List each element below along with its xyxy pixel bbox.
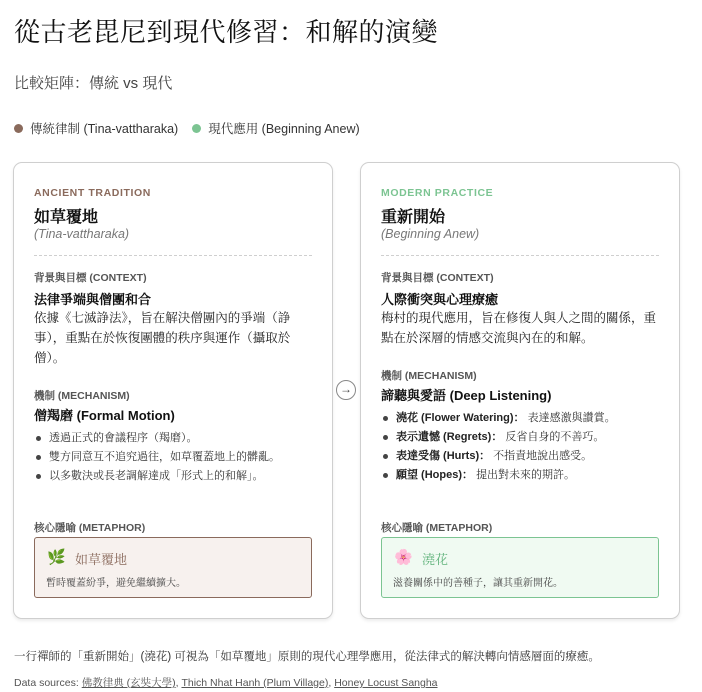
arrow-right-icon: → [336, 380, 356, 400]
footer-note: 一行禪師的「重新開始」(澆花) 可視為「如草覆地」原則的現代心理學應用，從法律式的解決轉向情感層面的療癒。 [14, 651, 600, 663]
list-item: 以多數決或長老調解達成「形式上的和解」。 [34, 467, 320, 486]
list-item: 表示遺憾 (Regrets)： 反省自身的不善巧。 [381, 428, 667, 447]
context-label: 背景與目標 (CONTEXT) [34, 272, 147, 284]
list-item: 表達受傷 (Hurts)： 不指責地說出感受。 [381, 447, 667, 466]
list-item: 雙方同意互不追究過往，如草覆蓋地上的髒亂。 [34, 448, 320, 467]
legend-dot-tradition [14, 124, 23, 133]
context-body: 梅村的現代應用，旨在修復人與人之間的關係，重點在於深層的情感交流與內在的和解。 [381, 311, 657, 345]
page-title: 從古老毘尼到現代修習：和解的演變 [14, 17, 439, 47]
card-title: 重新開始 [381, 209, 446, 226]
metaphor-description: 暫時覆蓋紛爭，避免繼續擴大。 [46, 578, 186, 589]
legend-item-modern [192, 119, 359, 137]
modern-card [360, 162, 680, 619]
metaphor-label: 核心隱喻 (METAPHOR) [381, 522, 493, 534]
card-subtitle: (Beginning Anew) [381, 227, 480, 241]
card-eyebrow: MODERN PRACTICE [381, 187, 494, 199]
list-item: 澆花 (Flower Watering)： 表達感激與讚賞。 [381, 409, 667, 428]
mechanism-label: 機制 (MECHANISM) [34, 390, 130, 402]
data-sources: Data sources: 佛教律典 (玄奘大學), Thich Nhat Hanh (Plum Village), Honey Locust Sangha [14, 677, 438, 689]
context-heading: 人際衝突與心理療癒 [381, 292, 499, 307]
list-item: 願望 (Hopes)： 提出對未來的期許。 [381, 466, 667, 485]
metaphor-box [381, 537, 659, 598]
card-divider [381, 255, 659, 256]
leaf-icon: 🌿 [47, 549, 66, 566]
list-item: 透過正式的會議程序（羯磨）。 [34, 429, 320, 448]
source-link-2[interactable]: Thich Nhat Hanh (Plum Village) [181, 677, 329, 689]
card-divider [34, 255, 312, 256]
source-link-1[interactable]: 佛教律典 (玄奘大學) [81, 677, 176, 689]
mechanism-list [381, 409, 667, 485]
metaphor-description: 滋養關係中的善種子，讓其重新開花。 [393, 578, 563, 589]
mechanism-list [34, 429, 320, 486]
mechanism-label: 機制 (MECHANISM) [381, 370, 477, 382]
metaphor-box [34, 537, 312, 598]
metaphor-title: 如草覆地 [75, 552, 128, 567]
legend-label-tradition: 傳統律制 (Tina-vattharaka) [30, 122, 179, 136]
metaphor-label: 核心隱喻 (METAPHOR) [34, 522, 146, 534]
legend-label-modern: 現代應用 (Beginning Anew) [208, 122, 360, 136]
mechanism-heading: 諦聽與愛語 (Deep Listening) [381, 388, 552, 403]
metaphor-title: 澆花 [422, 552, 449, 567]
card-subtitle: (Tina-vattharaka) [34, 227, 130, 241]
context-label: 背景與目標 (CONTEXT) [381, 272, 494, 284]
card-title: 如草覆地 [34, 209, 99, 226]
mechanism-heading: 僧羯磨 (Formal Motion) [34, 408, 175, 423]
source-link-3[interactable]: Honey Locust Sangha [334, 677, 438, 689]
legend [14, 119, 374, 137]
context-body: 依據《七滅諍法》，旨在解決僧團內的爭端（諍事），重點在於恢復團體的秩序與運作（攝取於僧）。 [34, 311, 291, 365]
sources-label: Data sources: [14, 677, 79, 689]
flower-icon: 🌸 [394, 549, 413, 566]
page-subtitle: 比較矩陣：傳統 vs 現代 [14, 75, 173, 92]
card-eyebrow: ANCIENT TRADITION [34, 187, 151, 199]
legend-dot-modern [192, 124, 201, 133]
tradition-card [13, 162, 333, 619]
legend-item-tradition [14, 119, 178, 137]
context-heading: 法律爭端與僧團和合 [34, 292, 152, 307]
